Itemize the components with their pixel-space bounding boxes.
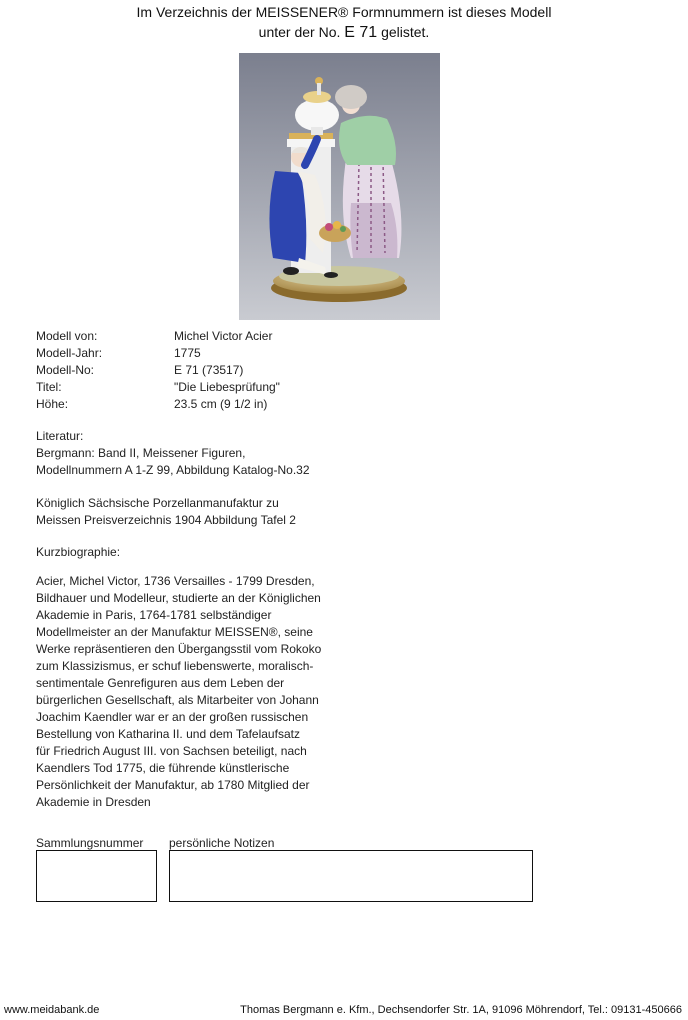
biography-text: [36, 573, 336, 811]
spec-value: 1775: [174, 346, 201, 360]
header: [0, 2, 688, 43]
spec-row-artist: [36, 328, 280, 345]
biography-line: Akademie in Paris, 1764-1781 selbständiger: [36, 608, 272, 622]
spec-label: Höhe:: [36, 397, 69, 411]
collection-number-box[interactable]: [36, 850, 157, 902]
footer-website[interactable]: www.meidabank.de: [4, 1004, 100, 1016]
biography-line: Joachim Kaendler war er an der großen russischen: [36, 710, 309, 724]
biography-line: Akademie in Dresden: [36, 795, 151, 809]
biography-line: Bestellung von Katharina II. und dem Tafelaufsatz: [36, 727, 300, 741]
literature-ref-2-line-1: Königlich Sächsische Porzellanmanufaktur zu: [36, 496, 279, 510]
biography-line: sentimentale Genrefiguren aus dem Leben der: [36, 676, 285, 690]
spec-value: "Die Liebesprüfung": [174, 380, 280, 394]
literature-ref-2: [36, 495, 336, 529]
spec-label: Modell-No:: [36, 363, 95, 377]
biography-line: Modellmeister an der Manufaktur MEISSEN®, seine: [36, 625, 313, 639]
header-line-2-pre: unter der No.: [258, 24, 341, 40]
model-specs: [36, 328, 280, 413]
spec-row-model-no: [36, 362, 280, 379]
literature-section: [36, 428, 336, 479]
biography-line: Persönlichkeit der Manufaktur, ab 1780 Mitglied der: [36, 778, 310, 792]
spec-row-title: [36, 379, 280, 396]
model-number-highlight: E 71: [344, 24, 378, 41]
spec-value: Michel Victor Acier: [174, 329, 273, 343]
biography-line: bürgerlichen Gesellschaft, als Mitarbeiter von Johann: [36, 693, 319, 707]
collection-number-label: Sammlungsnummer: [36, 836, 144, 850]
personal-notes-label: persönliche Notizen: [169, 836, 275, 850]
biography-line: Werke repräsentieren den Übergangsstil vom Rokoko: [36, 642, 322, 656]
literature-heading: Literatur:: [36, 429, 84, 443]
literature-ref-2-line-2: Meissen Preisverzeichnis 1904 Abbildung Tafel 2: [36, 513, 296, 527]
header-line-1: Im Verzeichnis der MEISSENER® Formnummern ist dieses Modell: [136, 4, 552, 20]
biography-line: für Friedrich August III. von Sachsen beteiligt, nach: [36, 744, 307, 758]
biography-line: Acier, Michel Victor, 1736 Versailles - 1799 Dresden,: [36, 574, 315, 588]
figurine-photo: [239, 53, 440, 320]
literature-ref-1-line-1: Bergmann: Band II, Meissener Figuren,: [36, 446, 246, 460]
spec-row-year: [36, 345, 280, 362]
biography-line: Kaendlers Tod 1775, die führende künstlerische: [36, 761, 290, 775]
spec-row-height: [36, 396, 280, 413]
spec-label: Modell-Jahr:: [36, 346, 103, 360]
literature-ref-1-line-2: Modellnummern A 1-Z 99, Abbildung Katalog-No.32: [36, 463, 310, 477]
spec-label: Modell von:: [36, 329, 98, 343]
biography-line: zum Klassizismus, er schuf liebenswerte, moralisch-: [36, 659, 314, 673]
biography-heading: Kurzbiographie:: [36, 545, 121, 559]
header-line-2: [0, 22, 688, 43]
footer-address: Thomas Bergmann e. Kfm., Dechsendorfer Str. 1A, 91096 Möhrendorf, Tel.: 09131-450666: [240, 1004, 682, 1016]
personal-notes-box[interactable]: [169, 850, 533, 902]
biography-line: Bildhauer und Modelleur, studierte an der Königlichen: [36, 591, 321, 605]
spec-value: 23.5 cm (9 1/2 in): [174, 397, 268, 411]
header-line-2-post: gelistet.: [381, 24, 430, 40]
spec-value: E 71 (73517): [174, 363, 244, 377]
spec-label: Titel:: [36, 380, 62, 394]
